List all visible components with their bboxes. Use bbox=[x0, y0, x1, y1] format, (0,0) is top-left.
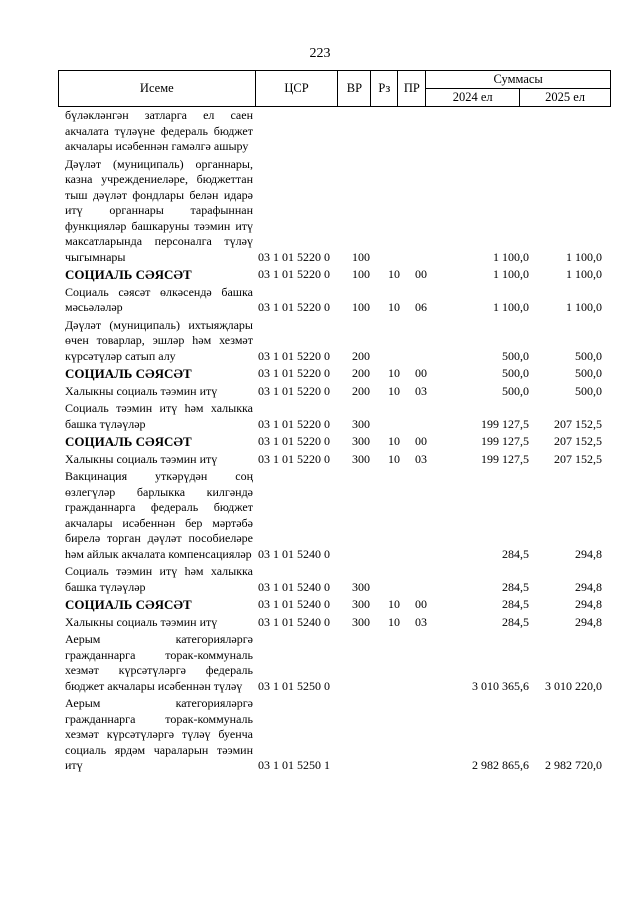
row-pr: 00 bbox=[415, 366, 427, 380]
row-sum-2024: 3 010 365,6 bbox=[472, 678, 529, 693]
row-sum-2024: 284,5 bbox=[502, 579, 529, 594]
row-name: Аерым категорияләргә гражданнарга торак-коммуналь хезмәт күрсәтүләргә түләү буенча социаль ярдәм чараларын тәэмин итү bbox=[65, 696, 253, 772]
row-name: СОЦИАЛЬ СӘЯСӘТ bbox=[65, 366, 192, 381]
table-row bbox=[0, 615, 640, 631]
row-vr: 300 bbox=[352, 434, 370, 448]
row-sum-2024: 199 127,5 bbox=[481, 416, 529, 431]
row-sum-2024: 500,0 bbox=[502, 383, 529, 398]
table-row bbox=[0, 318, 640, 365]
row-name: СОЦИАЛЬ СӘЯСӘТ bbox=[65, 434, 192, 449]
row-csr: 03 1 01 5220 0 bbox=[258, 249, 330, 264]
row-name: Халыкны социаль тәэмин итү bbox=[65, 614, 218, 629]
row-csr: 03 1 01 5250 0 bbox=[258, 678, 330, 693]
row-csr: 03 1 01 5220 0 bbox=[258, 366, 330, 380]
row-csr: 03 1 01 5240 0 bbox=[258, 546, 330, 561]
table-row bbox=[0, 632, 640, 694]
row-name: Вакцинация уткәрүдән соң өзлегүләр барлыкка килгәндә гражданнарга федераль бюджет акчалары исәбеннән бер мәртәбә бирелә торган дәүләт пособиеләре һәм айлык акчалата компенсацияләр bbox=[65, 469, 253, 561]
row-vr: 200 bbox=[352, 383, 370, 398]
row-name: Социаль тәэмин итү һәм халыкка башка түләүләр bbox=[65, 401, 253, 431]
row-vr: 300 bbox=[352, 614, 370, 629]
row-sum-2024: 284,5 bbox=[502, 546, 529, 561]
row-rz: 10 bbox=[388, 451, 400, 466]
page-number: 223 bbox=[309, 46, 331, 61]
row-sum-2025: 207 152,5 bbox=[554, 451, 602, 466]
table-row bbox=[0, 564, 640, 595]
row-csr: 03 1 01 5220 0 bbox=[258, 434, 330, 448]
row-pr: 03 bbox=[415, 451, 427, 466]
row-vr: 300 bbox=[352, 579, 370, 594]
row-name: Дәүләт (муниципаль) органнары, казна учреждениеләре, бюджеттан тыш дәүләт фондлары белән идарә итү органнары тарафыннан функцияләр башкаруны тәэмин итү максатларында персоналга түләү чыгымнары bbox=[65, 156, 253, 264]
row-pr: 00 bbox=[415, 267, 427, 281]
row-vr: 300 bbox=[352, 416, 370, 431]
table-row bbox=[0, 696, 640, 774]
row-csr: 03 1 01 5220 0 bbox=[258, 348, 330, 363]
row-csr: 03 1 01 5250 1 bbox=[258, 758, 330, 772]
row-sum-2025: 1 100,0 bbox=[566, 267, 602, 281]
header-2025: 2025 ел bbox=[520, 89, 611, 107]
header-csr: ЦСР bbox=[255, 71, 338, 107]
table-row bbox=[0, 434, 640, 450]
row-sum-2024: 2 982 865,6 bbox=[472, 758, 529, 772]
header-2024: 2024 ел bbox=[426, 89, 520, 107]
row-sum-2025: 1 100,0 bbox=[566, 300, 602, 314]
row-sum-2025: 294,8 bbox=[575, 597, 602, 611]
row-rz: 10 bbox=[388, 267, 400, 281]
row-sum-2024: 500,0 bbox=[502, 348, 529, 363]
row-sum-2025: 207 152,5 bbox=[554, 434, 602, 448]
row-pr: 00 bbox=[415, 434, 427, 448]
row-name: Дәүләт (муниципаль) ихтыяҗлары өчен товарлар, эшләр һәм хезмәт күрсәтүләр сатып алу bbox=[65, 317, 253, 363]
row-sum-2025: 294,8 bbox=[575, 614, 602, 629]
row-csr: 03 1 01 5220 0 bbox=[258, 451, 330, 466]
header-name: Исеме bbox=[59, 71, 256, 107]
table-row bbox=[0, 157, 640, 266]
header-pr: ПР bbox=[398, 71, 426, 107]
table-row bbox=[0, 597, 640, 613]
table-row bbox=[0, 401, 640, 432]
row-sum-2024: 199 127,5 bbox=[481, 451, 529, 466]
row-sum-2025: 500,0 bbox=[575, 366, 602, 380]
table-row bbox=[0, 469, 640, 562]
row-sum-2024: 1 100,0 bbox=[493, 300, 529, 314]
row-rz: 10 bbox=[388, 366, 400, 380]
header-sums: Суммасы bbox=[426, 71, 611, 89]
table-row bbox=[0, 384, 640, 400]
row-name: СОЦИАЛЬ СӘЯСӘТ bbox=[65, 597, 192, 612]
row-csr: 03 1 01 5240 0 bbox=[258, 597, 330, 611]
row-sum-2025: 2 982 720,0 bbox=[545, 758, 602, 772]
row-vr: 200 bbox=[352, 366, 370, 380]
row-sum-2024: 1 100,0 bbox=[493, 249, 529, 264]
row-vr: 300 bbox=[352, 451, 370, 466]
row-csr: 03 1 01 5240 0 bbox=[258, 579, 330, 594]
row-pr: 03 bbox=[415, 383, 427, 398]
table-row bbox=[0, 285, 640, 316]
table-row bbox=[0, 452, 640, 468]
table-header bbox=[58, 70, 611, 107]
row-sum-2024: 1 100,0 bbox=[493, 267, 529, 281]
row-sum-2025: 207 152,5 bbox=[554, 416, 602, 431]
row-vr: 200 bbox=[352, 348, 370, 363]
row-name: бүләкләнгән затларга ел саен акчалата түләүне федераль бюджет акчалары исәбеннән гамәлгә ашыру bbox=[65, 108, 253, 153]
row-csr: 03 1 01 5220 0 bbox=[258, 416, 330, 431]
row-name: Халыкны социаль тәэмин итү bbox=[65, 383, 218, 398]
table-row bbox=[0, 366, 640, 382]
row-vr: 100 bbox=[352, 267, 370, 281]
row-sum-2024: 284,5 bbox=[502, 597, 529, 611]
row-rz: 10 bbox=[388, 597, 400, 611]
row-rz: 10 bbox=[388, 434, 400, 448]
row-vr: 300 bbox=[352, 597, 370, 611]
row-vr: 100 bbox=[352, 300, 370, 314]
row-csr: 03 1 01 5220 0 bbox=[258, 300, 330, 314]
header-rz: Рз bbox=[371, 71, 398, 107]
row-sum-2025: 294,8 bbox=[575, 546, 602, 561]
row-vr: 100 bbox=[352, 249, 370, 264]
row-sum-2025: 294,8 bbox=[575, 579, 602, 594]
row-rz: 10 bbox=[388, 300, 400, 314]
header-vr: ВР bbox=[338, 71, 371, 107]
row-name: Социаль тәэмин итү һәм халыкка башка түләүләр bbox=[65, 564, 253, 594]
row-sum-2024: 199 127,5 bbox=[481, 434, 529, 448]
row-name: Аерым категорияләргә гражданнарга торак-коммуналь хезмәт күрсәтүләргә федераль бюджет акчалары исәбеннән түләү bbox=[65, 632, 253, 693]
row-rz: 10 bbox=[388, 383, 400, 398]
row-csr: 03 1 01 5220 0 bbox=[258, 383, 330, 398]
row-sum-2025: 1 100,0 bbox=[566, 249, 602, 264]
row-csr: 03 1 01 5240 0 bbox=[258, 614, 330, 629]
row-sum-2024: 284,5 bbox=[502, 614, 529, 629]
table-row bbox=[0, 267, 640, 283]
row-csr: 03 1 01 5220 0 bbox=[258, 267, 330, 281]
row-sum-2024: 500,0 bbox=[502, 366, 529, 380]
row-pr: 03 bbox=[415, 614, 427, 629]
row-name: Халыкны социаль тәэмин итү bbox=[65, 451, 218, 466]
row-name: Социаль сәясәт өлкәсендә башка мәсьәләләр bbox=[65, 284, 253, 314]
row-sum-2025: 500,0 bbox=[575, 383, 602, 398]
row-sum-2025: 3 010 220,0 bbox=[545, 678, 602, 693]
row-name: СОЦИАЛЬ СӘЯСӘТ bbox=[65, 267, 192, 282]
table-body bbox=[0, 108, 640, 776]
row-sum-2025: 500,0 bbox=[575, 348, 602, 363]
table-row bbox=[0, 108, 640, 155]
row-pr: 00 bbox=[415, 597, 427, 611]
row-rz: 10 bbox=[388, 614, 400, 629]
row-pr: 06 bbox=[415, 300, 427, 314]
